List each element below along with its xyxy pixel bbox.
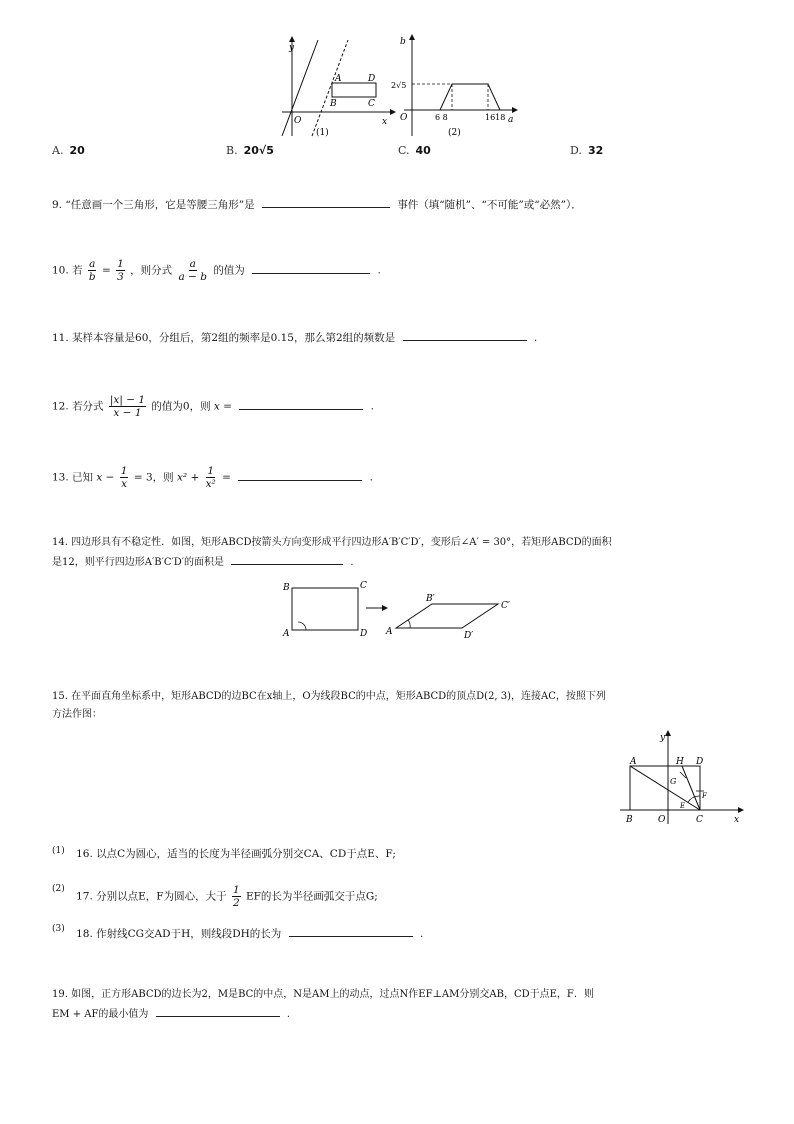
question-11 — [52, 328, 537, 347]
option-b-value: 20√5 — [243, 144, 274, 157]
fig2-y-tick: 2√5 — [391, 81, 407, 90]
q15-number: 15. — [52, 691, 68, 702]
question-16 — [52, 846, 396, 861]
q13-f2-num: 1 — [207, 465, 215, 477]
q14-fig-a-prime: A — [386, 627, 393, 637]
q14-fig-d: D — [360, 629, 368, 639]
q13-expr1: x − — [96, 471, 115, 484]
q14-fig-c-prime: C′ — [501, 601, 510, 611]
q12-answer-blank[interactable] — [239, 397, 363, 410]
q10-f1-den: b — [88, 271, 96, 283]
q13-eq1: = 3，则 — [133, 471, 174, 484]
q13-expr2: x² + — [177, 471, 200, 484]
fig2-x-ticks-2: 1618 — [485, 113, 506, 122]
q15-fig-c: C — [696, 815, 703, 825]
fig2-b-label: b — [400, 37, 406, 47]
q18-end: . — [419, 928, 424, 940]
q10-f1-num: a — [89, 258, 96, 270]
q19-line1: 如图，正方形ABCD的边长为2，M是BC的中点，N是AM上的动点，过点N作EF⊥AM分别交AB，CD于点E，F．则 — [71, 989, 594, 1000]
q18-mark: (3) — [52, 924, 65, 934]
q11-number: 11. — [52, 332, 69, 344]
q12-f-num: |x| − 1 — [109, 394, 146, 406]
question-12 — [52, 394, 374, 419]
figure-1 — [272, 36, 397, 140]
fig2-a-label: a — [508, 115, 514, 125]
q14-fig-b-prime: B′ — [426, 594, 435, 604]
q10-f2-num: 1 — [117, 258, 124, 270]
q9-tail: 事件（填“随机”、“不可能”或“必然”）． — [397, 199, 582, 211]
q10-f2-den: 3 — [117, 271, 124, 283]
fig1-c-label: C — [368, 99, 375, 109]
q15-fig-b: B — [626, 815, 633, 825]
question-10 — [52, 258, 381, 283]
q13-eq2: = — [222, 471, 231, 484]
q13-answer-blank[interactable] — [238, 468, 362, 481]
question-19-line-1 — [52, 986, 594, 1004]
question-9 — [52, 195, 582, 214]
q10-f3-den: a − b — [178, 271, 207, 283]
fig1-o-label: O — [294, 116, 302, 126]
q19-answer-blank[interactable] — [156, 1004, 280, 1017]
q10-number: 10. — [52, 264, 69, 277]
q18-number: 18. — [76, 928, 93, 940]
option-c-value: 40 — [415, 144, 431, 157]
fig1-b-label: B — [330, 99, 337, 109]
option-b-label: B. — [226, 144, 238, 157]
q16-number: 16. — [76, 848, 93, 860]
q12-fraction — [109, 394, 146, 419]
q9-answer-blank[interactable] — [262, 195, 390, 208]
q13-pre: 已知 — [72, 471, 94, 484]
q10-pre: 若 — [72, 264, 83, 277]
q14-fig-c: C — [360, 581, 367, 591]
q10-end: . — [377, 264, 381, 277]
q15-fig-y: y — [660, 733, 666, 743]
q13-f2-den: x² — [205, 478, 216, 490]
q12-end: . — [370, 400, 375, 413]
q13-f1-num: 1 — [120, 465, 128, 477]
q10-fraction-expression — [178, 258, 208, 283]
q15-line1: 在平面直角坐标系中，矩形ABCD的边BC在x轴上，O为线段BC的中点，矩形ABCD的顶点D(2, 3)，连接AC，按照下列 — [71, 691, 606, 702]
q10-mid: ，则分式 — [130, 264, 173, 277]
q19-end: . — [286, 1009, 290, 1020]
option-d-label: D. — [570, 144, 582, 157]
option-c-label: C. — [398, 144, 410, 157]
fig1-x-label: x — [382, 117, 388, 127]
fig1-a-label: A — [335, 74, 342, 84]
q19-line2: EM + AF的最小值为 — [52, 1009, 149, 1020]
q14-line2: 是12，则平行四边形A′B′C′D′的面积是 — [52, 557, 225, 568]
q13-number: 13. — [52, 471, 69, 484]
q14-answer-blank[interactable] — [231, 552, 343, 565]
question-14-line-2 — [52, 552, 354, 572]
q11-text: 某样本容量是60，分组后，第2组的频率是0.15，那么第2组的频数是 — [72, 332, 396, 344]
q10-eq: = — [101, 264, 111, 277]
q10-answer-blank[interactable] — [252, 261, 370, 274]
q15-figure — [616, 728, 746, 828]
q16-text: 以点C为圆心，适当的长度为半径画弧分别交CA、CD于点E、F; — [96, 848, 396, 860]
q14-figure — [280, 578, 520, 642]
question-14-line-1 — [52, 534, 612, 552]
q11-answer-blank[interactable] — [403, 328, 527, 341]
q15-line2: 方法作图： — [52, 709, 102, 720]
q13-fraction-1 — [120, 465, 129, 490]
q14-fig-a: A — [283, 629, 290, 639]
q17-f-num: 1 — [232, 884, 240, 896]
fig1-caption: (1) — [316, 128, 329, 138]
q16-mark: (1) — [52, 846, 65, 856]
fig1-y-label: y — [289, 43, 295, 53]
q18-answer-blank[interactable] — [289, 924, 413, 937]
q17-fraction-half — [232, 884, 241, 909]
q12-var: x = — [213, 400, 232, 413]
option-a — [52, 144, 85, 157]
option-a-label: A. — [52, 144, 64, 157]
question-15-line-1 — [52, 688, 606, 706]
q18-text: 作射线CG交AD于H，则线段DH的长为 — [96, 928, 282, 940]
q14-fig-b: B — [283, 583, 290, 593]
q14-end: . — [350, 557, 354, 568]
question-18 — [52, 924, 423, 941]
option-a-value: 20 — [69, 144, 85, 157]
q10-tail: 的值为 — [213, 264, 245, 277]
q17-pre: 分别以点E，F为圆心，大于 — [96, 890, 227, 903]
option-c — [398, 144, 431, 157]
question-15-line-2 — [52, 706, 102, 724]
q13-f1-den: x — [121, 478, 128, 490]
option-d — [570, 144, 603, 157]
q15-fig-f: F — [702, 792, 707, 800]
q10-fraction-one-third — [116, 258, 125, 283]
option-b — [226, 144, 274, 157]
q17-number: 17. — [76, 890, 93, 903]
q9-number: 9. — [52, 199, 63, 211]
q12-pre: 若分式 — [72, 400, 104, 413]
q9-text: “任意画一个三角形，它是等腰三角形”是 — [65, 199, 255, 211]
q19-number: 19. — [52, 989, 68, 1000]
fig2-o-label: O — [400, 113, 408, 123]
question-17 — [52, 884, 378, 909]
q17-mark: (2) — [52, 884, 65, 894]
question-19-line-2 — [52, 1004, 290, 1024]
question-13 — [52, 465, 373, 490]
q10-f3-num: a — [189, 258, 196, 270]
q12-f-den: x − 1 — [113, 407, 142, 419]
q17-tail: EF的长为半径画弧交于点G; — [245, 890, 378, 903]
fig1-d-label: D — [368, 74, 376, 84]
q11-end: . — [533, 332, 538, 344]
q15-fig-o: O — [658, 815, 666, 825]
q12-number: 12. — [52, 400, 69, 413]
q12-tail: 的值为0，则 — [151, 400, 211, 413]
q15-fig-h: H — [676, 757, 684, 767]
q14-fig-d-prime: D′ — [464, 631, 474, 641]
q13-end: . — [369, 471, 373, 484]
fig2-x-ticks: 6 8 — [435, 113, 448, 122]
q15-fig-x: x — [734, 815, 740, 825]
fig2-caption: (2) — [448, 128, 461, 138]
q13-fraction-2 — [205, 465, 217, 490]
q15-fig-g: G — [670, 777, 677, 786]
q14-line1: 四边形具有不稳定性．如图，矩形ABCD按箭头方向变形成平行四边形A′B′C′D′，变形后∠A′ = 30°，若矩形ABCD的面积 — [71, 537, 612, 548]
q15-fig-e: E — [680, 802, 686, 810]
q15-fig-a: A — [630, 757, 637, 767]
option-d-value: 32 — [587, 144, 604, 157]
q10-fraction-a-over-b — [88, 258, 97, 283]
q17-f-den: 2 — [232, 897, 240, 909]
q15-fig-d: D — [696, 757, 704, 767]
figure-2 — [390, 32, 520, 140]
q14-number: 14. — [52, 537, 68, 548]
